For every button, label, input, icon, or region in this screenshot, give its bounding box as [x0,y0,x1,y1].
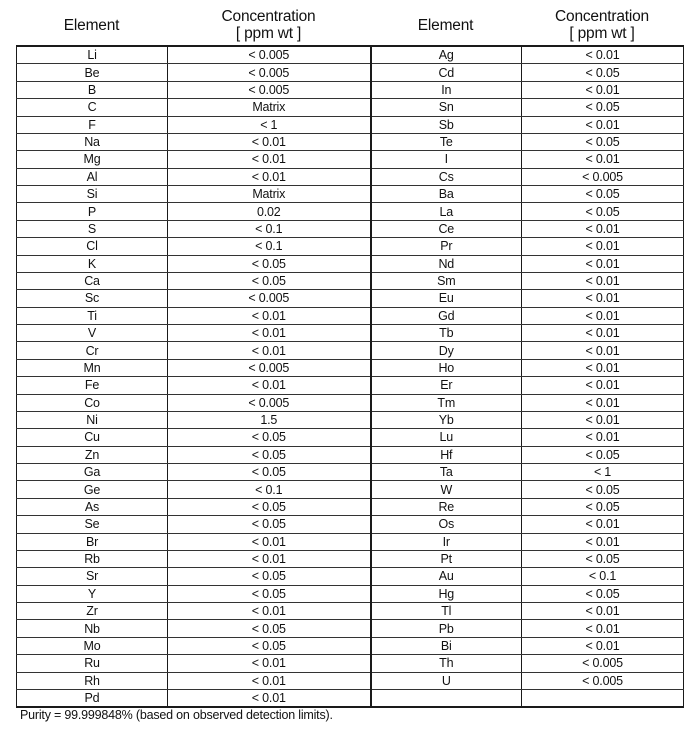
concentration-header-label: Concentration [221,8,316,25]
table-row [17,394,684,411]
element-cell: Te [371,133,522,150]
concentration-cell: < 0.01 [522,603,684,620]
element-cell: Ti [17,307,168,324]
element-cell: B [17,81,168,98]
element-cell: Ir [371,533,522,550]
element-cell: S [17,220,168,237]
element-cell: As [17,498,168,515]
table-header [16,4,683,46]
element-cell: Sn [371,99,522,116]
concentration-cell: < 0.01 [522,238,684,255]
concentration-cell: < 0.005 [168,359,371,376]
concentration-cell: < 0.01 [522,637,684,654]
element-cell: In [371,81,522,98]
concentration-cell: < 0.01 [522,411,684,428]
element-cell: Th [371,655,522,672]
element-cell: Pr [371,238,522,255]
concentration-cell: 0.02 [168,203,371,220]
concentration-cell: < 0.01 [168,533,371,550]
element-header-label: Element [63,16,120,34]
concentration-cell: < 0.05 [168,255,371,272]
table-row [17,429,684,446]
unit-header-label: [ ppm wt ] [235,25,302,42]
concentration-table [16,45,684,708]
table-row [17,116,684,133]
concentration-cell: < 0.01 [522,342,684,359]
element-cell: Zr [17,603,168,620]
table-row [17,255,684,272]
concentration-cell: < 0.05 [522,446,684,463]
concentration-cell: < 0.005 [522,655,684,672]
concentration-cell: < 0.005 [168,46,371,64]
element-cell: Ge [17,481,168,498]
table-row [17,446,684,463]
table-row [17,307,684,324]
table-row [17,620,684,637]
concentration-cell: < 0.01 [522,359,684,376]
concentration-cell: < 0.01 [522,151,684,168]
concentration-header-right [521,4,683,46]
concentration-cell: < 0.01 [522,255,684,272]
element-cell: Ho [371,359,522,376]
element-cell: Nd [371,255,522,272]
element-cell: Ru [17,655,168,672]
table-row [17,377,684,394]
table-row [17,133,684,150]
concentration-cell: < 0.05 [522,133,684,150]
concentration-cell [522,689,684,707]
element-cell: Cu [17,429,168,446]
concentration-cell: < 0.01 [168,550,371,567]
element-cell: Hg [371,585,522,602]
table-row [17,168,684,185]
concentration-cell: < 0.01 [168,168,371,185]
element-cell: Ce [371,220,522,237]
table-row [17,464,684,481]
concentration-cell: < 0.01 [522,325,684,342]
concentration-cell: < 0.05 [522,186,684,203]
element-cell: Br [17,533,168,550]
concentration-cell: Matrix [168,186,371,203]
element-cell: Dy [371,342,522,359]
concentration-cell: < 1 [522,464,684,481]
element-cell: Sb [371,116,522,133]
table-row [17,342,684,359]
concentration-cell: < 0.05 [168,637,371,654]
element-cell: Tb [371,325,522,342]
table-row [17,359,684,376]
element-cell: Pt [371,550,522,567]
concentration-cell: < 0.01 [522,290,684,307]
table-row [17,81,684,98]
concentration-cell: < 0.01 [522,307,684,324]
element-cell: Rh [17,672,168,689]
table-row [17,186,684,203]
element-cell: Se [17,516,168,533]
concentration-cell: < 0.05 [168,429,371,446]
element-cell: F [17,116,168,133]
concentration-cell: < 0.05 [522,585,684,602]
element-cell: P [17,203,168,220]
table-row [17,585,684,602]
concentration-cell: < 0.005 [168,81,371,98]
element-cell: Y [17,585,168,602]
concentration-cell: < 0.005 [168,64,371,81]
element-cell: Fe [17,377,168,394]
element-cell: Rb [17,550,168,567]
element-cell: Gd [371,307,522,324]
table-row [17,46,684,64]
concentration-cell: < 0.05 [522,203,684,220]
concentration-cell: < 0.1 [522,568,684,585]
table-row [17,99,684,116]
element-header-right [370,4,521,46]
table-row [17,533,684,550]
concentration-cell: < 0.01 [522,620,684,637]
element-cell: Pd [17,689,168,707]
element-cell: W [371,481,522,498]
concentration-cell: < 0.05 [168,272,371,289]
concentration-cell: < 0.01 [522,46,684,64]
element-cell: Na [17,133,168,150]
concentration-cell: < 0.005 [522,672,684,689]
element-header-left [16,4,167,46]
element-cell: Ni [17,411,168,428]
concentration-cell: < 0.01 [168,151,371,168]
concentration-cell: < 0.05 [168,516,371,533]
element-cell: K [17,255,168,272]
concentration-cell: 1.5 [168,411,371,428]
concentration-cell: Matrix [168,99,371,116]
element-cell: Cr [17,342,168,359]
table-row [17,238,684,255]
element-cell: Cd [371,64,522,81]
element-cell: U [371,672,522,689]
concentration-cell: < 0.01 [522,394,684,411]
table-row [17,325,684,342]
concentration-header-label: Concentration [555,8,649,25]
element-cell: Be [17,64,168,81]
element-cell: Hf [371,446,522,463]
concentration-cell: < 0.01 [522,220,684,237]
element-cell: Sr [17,568,168,585]
element-cell: Pb [371,620,522,637]
concentration-cell: < 0.01 [522,516,684,533]
element-cell: Li [17,46,168,64]
table-row [17,64,684,81]
table-row [17,550,684,567]
element-cell: I [371,151,522,168]
concentration-cell: < 0.01 [522,272,684,289]
table-row [17,151,684,168]
concentration-cell: < 0.05 [522,498,684,515]
element-cell: Ga [17,464,168,481]
element-cell: Au [371,568,522,585]
element-cell: Ba [371,186,522,203]
element-cell: Mg [17,151,168,168]
element-cell: Zn [17,446,168,463]
element-cell: Ca [17,272,168,289]
element-cell: Eu [371,290,522,307]
table-row [17,603,684,620]
concentration-cell: < 0.05 [522,481,684,498]
element-cell: Bi [371,637,522,654]
concentration-cell: < 0.05 [522,64,684,81]
element-cell: Re [371,498,522,515]
element-cell: Tm [371,394,522,411]
element-cell: Os [371,516,522,533]
concentration-cell: < 0.1 [168,238,371,255]
concentration-cell: < 0.01 [168,689,371,707]
element-cell: Mn [17,359,168,376]
purity-note: Purity = 99.999848% (based on observed detection limits). [20,708,333,722]
element-cell: Lu [371,429,522,446]
concentration-cell: < 0.005 [168,290,371,307]
table-row [17,203,684,220]
concentration-cell: < 0.01 [522,429,684,446]
element-cell: Yb [371,411,522,428]
table-row [17,272,684,289]
element-cell: Sm [371,272,522,289]
table-row [17,637,684,654]
element-cell: Co [17,394,168,411]
concentration-cell: < 0.05 [168,620,371,637]
concentration-cell: < 0.005 [522,168,684,185]
table-row [17,481,684,498]
element-cell: Er [371,377,522,394]
element-cell: Al [17,168,168,185]
table-row [17,689,684,707]
concentration-cell: < 0.05 [168,498,371,515]
concentration-cell: < 0.01 [168,307,371,324]
concentration-cell: < 1 [168,116,371,133]
concentration-cell: < 0.1 [168,481,371,498]
element-cell: C [17,99,168,116]
table-row [17,672,684,689]
element-cell: Ag [371,46,522,64]
concentration-cell: < 0.05 [168,585,371,602]
element-cell: Cs [371,168,522,185]
concentration-cell: < 0.05 [168,446,371,463]
element-cell: Tl [371,603,522,620]
concentration-cell: < 0.01 [168,325,371,342]
element-cell: Cl [17,238,168,255]
concentration-cell: < 0.01 [522,533,684,550]
concentration-cell: < 0.01 [522,81,684,98]
concentration-cell: < 0.01 [168,655,371,672]
concentration-cell: < 0.05 [168,464,371,481]
concentration-cell: < 0.01 [522,116,684,133]
table-row [17,498,684,515]
concentration-cell: < 0.05 [522,550,684,567]
concentration-cell: < 0.01 [522,377,684,394]
concentration-cell: < 0.05 [168,568,371,585]
table-row [17,290,684,307]
element-cell: Sc [17,290,168,307]
table-row [17,516,684,533]
concentration-cell: < 0.01 [168,342,371,359]
element-cell [371,689,522,707]
element-cell: Si [17,186,168,203]
element-cell: Ta [371,464,522,481]
element-cell: Nb [17,620,168,637]
concentration-cell: < 0.01 [168,603,371,620]
concentration-cell: < 0.01 [168,672,371,689]
table-row [17,220,684,237]
concentration-cell: < 0.01 [168,133,371,150]
concentration-cell: < 0.05 [522,99,684,116]
element-cell: V [17,325,168,342]
unit-header-label: [ ppm wt ] [569,25,635,42]
concentration-cell: < 0.01 [168,377,371,394]
table-body [17,46,684,707]
concentration-cell: < 0.005 [168,394,371,411]
concentration-cell: < 0.1 [168,220,371,237]
element-cell: La [371,203,522,220]
table-row [17,568,684,585]
element-cell: Mo [17,637,168,654]
concentration-header-left [167,4,370,46]
table-row [17,411,684,428]
table-row [17,655,684,672]
element-header-label: Element [417,16,474,34]
